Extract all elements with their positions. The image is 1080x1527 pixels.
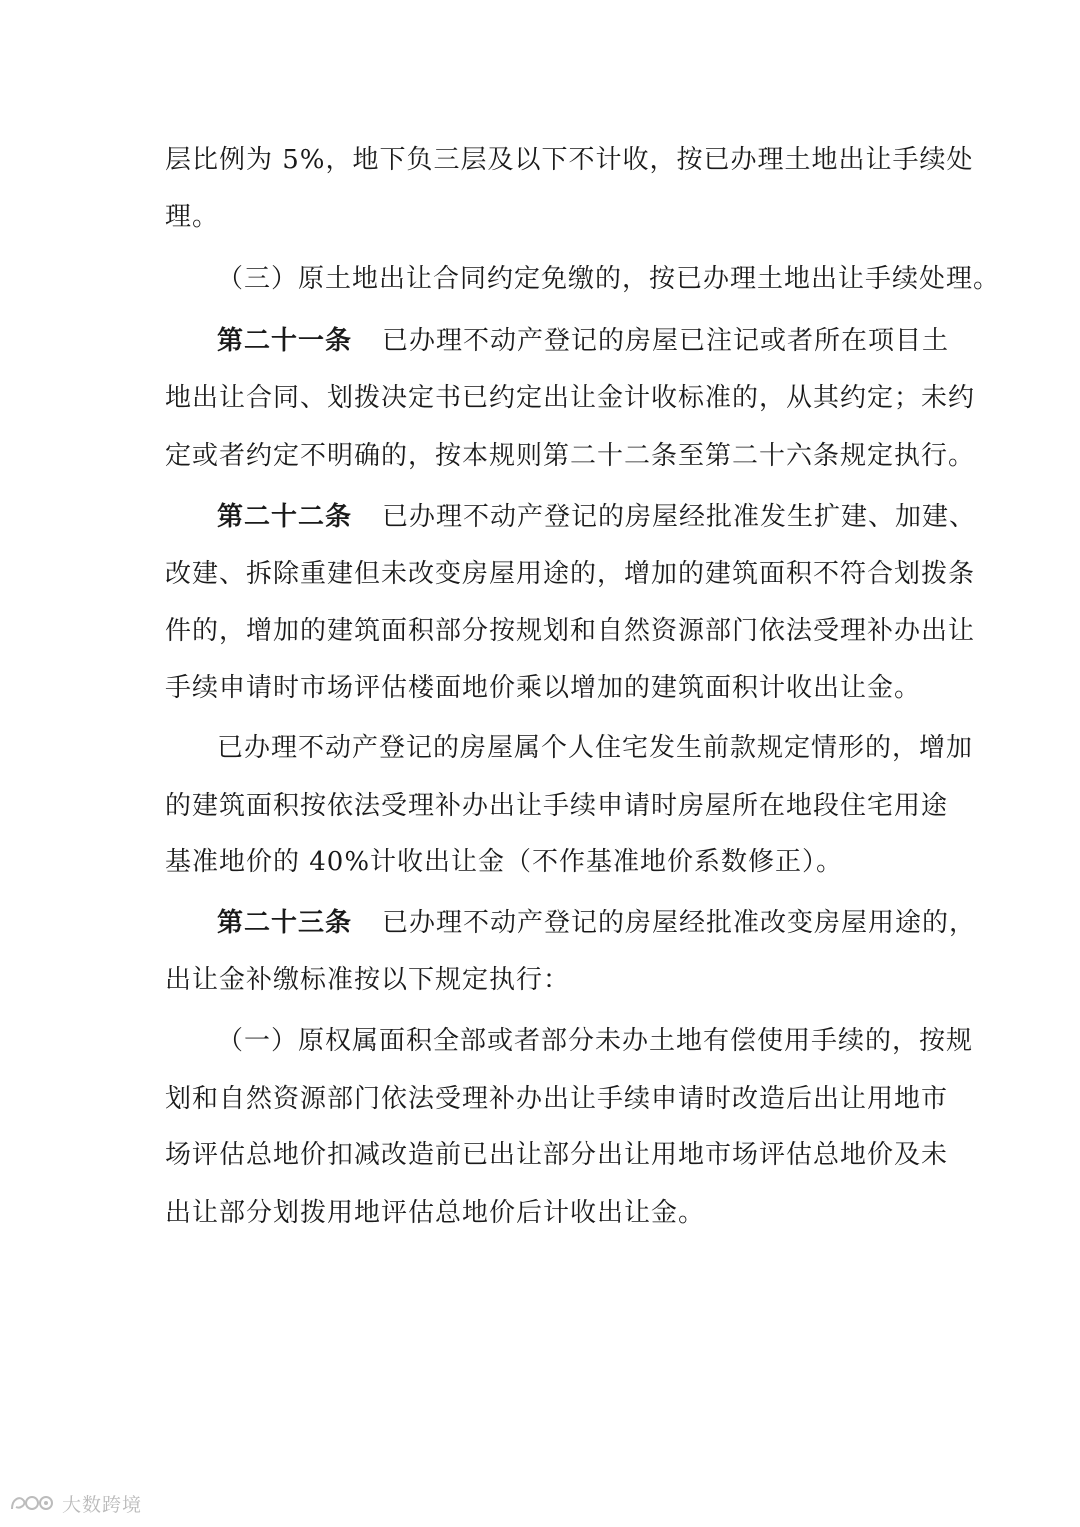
article-heading: 第二十一条 bbox=[217, 326, 353, 356]
text-line: 已办理不动产登记的房屋属个人住宅发生前款规定情形的，增加 bbox=[217, 733, 974, 763]
watermark bbox=[8, 1488, 142, 1518]
text-line: 场评估总地价扣减改造前已出让部分出让用地市场评估总地价及未 bbox=[165, 1140, 949, 1170]
text-line: 手续申请时市场评估楼面地价乘以增加的建筑面积计收出让金。 bbox=[165, 673, 922, 703]
text-line: 件的，增加的建筑面积部分按规划和自然资源部门依法受理补办出让 bbox=[165, 616, 976, 646]
article-heading: 第二十三条 bbox=[217, 908, 353, 938]
text-line: 理。 bbox=[165, 202, 220, 232]
text-line: 已办理不动产登记的房屋经批准改变房屋用途的， bbox=[382, 908, 977, 938]
text-line: 地出让合同、划拨决定书已约定出让金计收标准的，从其约定；未约 bbox=[165, 383, 976, 413]
text-line: 改建、拆除重建但未改变房屋用途的，增加的建筑面积不符合划拨条 bbox=[165, 559, 976, 589]
text-line: 划和自然资源部门依法受理补办出让手续申请时改造后出让用地市 bbox=[165, 1084, 949, 1114]
text-line: 出让部分划拨用地评估总地价后计收出让金。 bbox=[165, 1198, 706, 1228]
article-22-first-line bbox=[217, 500, 977, 534]
article-heading: 第二十二条 bbox=[217, 502, 353, 532]
watermark-text: 大数跨境 bbox=[62, 1493, 143, 1516]
text-line: （一）原权属面积全部或者部分未办土地有偿使用手续的，按规 bbox=[217, 1026, 974, 1056]
text-line: 已办理不动产登记的房屋经批准发生扩建、加建、 bbox=[382, 502, 977, 532]
text-line: 定或者约定不明确的，按本规则第二十二条至第二十六条规定执行。 bbox=[165, 441, 976, 471]
article-21-first-line bbox=[217, 324, 950, 358]
text-line: （三）原土地出让合同约定免缴的，按已办理土地出让手续处理。 bbox=[217, 264, 1001, 294]
text-line: 的建筑面积按依法受理补办出让手续申请时房屋所在地段住宅用途 bbox=[165, 791, 949, 821]
text-line: 已办理不动产登记的房屋已注记或者所在项目土 bbox=[382, 326, 950, 356]
text-line: 出让金补缴标准按以下规定执行： bbox=[165, 965, 571, 995]
article-23-first-line bbox=[217, 906, 977, 940]
text-line: 层比例为 5%，地下负三层及以下不计收，按已办理土地出让手续处 bbox=[165, 145, 974, 175]
text-line: 基准地价的 40%计收出让金（不作基准地价系数修正）。 bbox=[165, 847, 844, 877]
brand-logo-icon bbox=[8, 1491, 56, 1515]
